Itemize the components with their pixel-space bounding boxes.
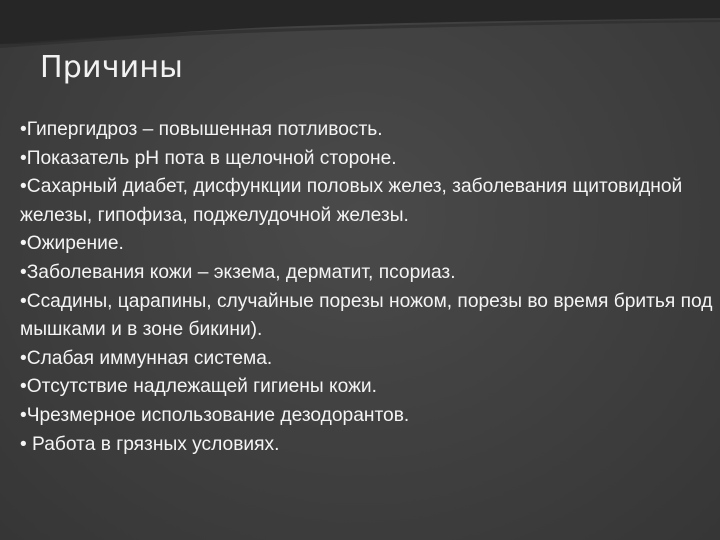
bullet-item: •Показатель рН пота в щелочной стороне.	[20, 147, 397, 169]
bullet-item: •Слабая иммунная система.	[20, 347, 273, 369]
bullet-item: •Гипергидроз – повышенная потливость.	[20, 119, 383, 140]
bullet-list	[20, 116, 716, 459]
bullet-item: •Ожирение.	[20, 233, 124, 255]
bullet-item: •Отсутствие надлежащей гигиены кожи.	[20, 376, 377, 398]
bullet-item: •Чрезмерное использование дезодорантов.	[20, 404, 410, 426]
bullet-item: •Заболевания кожи – экзема, дерматит, псориаз.	[20, 261, 456, 283]
bullet-item: • Работа в грязных условиях.	[20, 433, 280, 455]
slide-title: Причины	[40, 50, 184, 85]
bullet-item: •Сахарный диабет, дисфункции половых желез, заболевания щитовидной железы, гипофиза, поджелудочной железы.	[20, 176, 683, 226]
bullet-item: •Ссадины, царапины, случайные порезы ножом, порезы во время бритья под мышками и в зоне бикини).	[20, 290, 713, 341]
